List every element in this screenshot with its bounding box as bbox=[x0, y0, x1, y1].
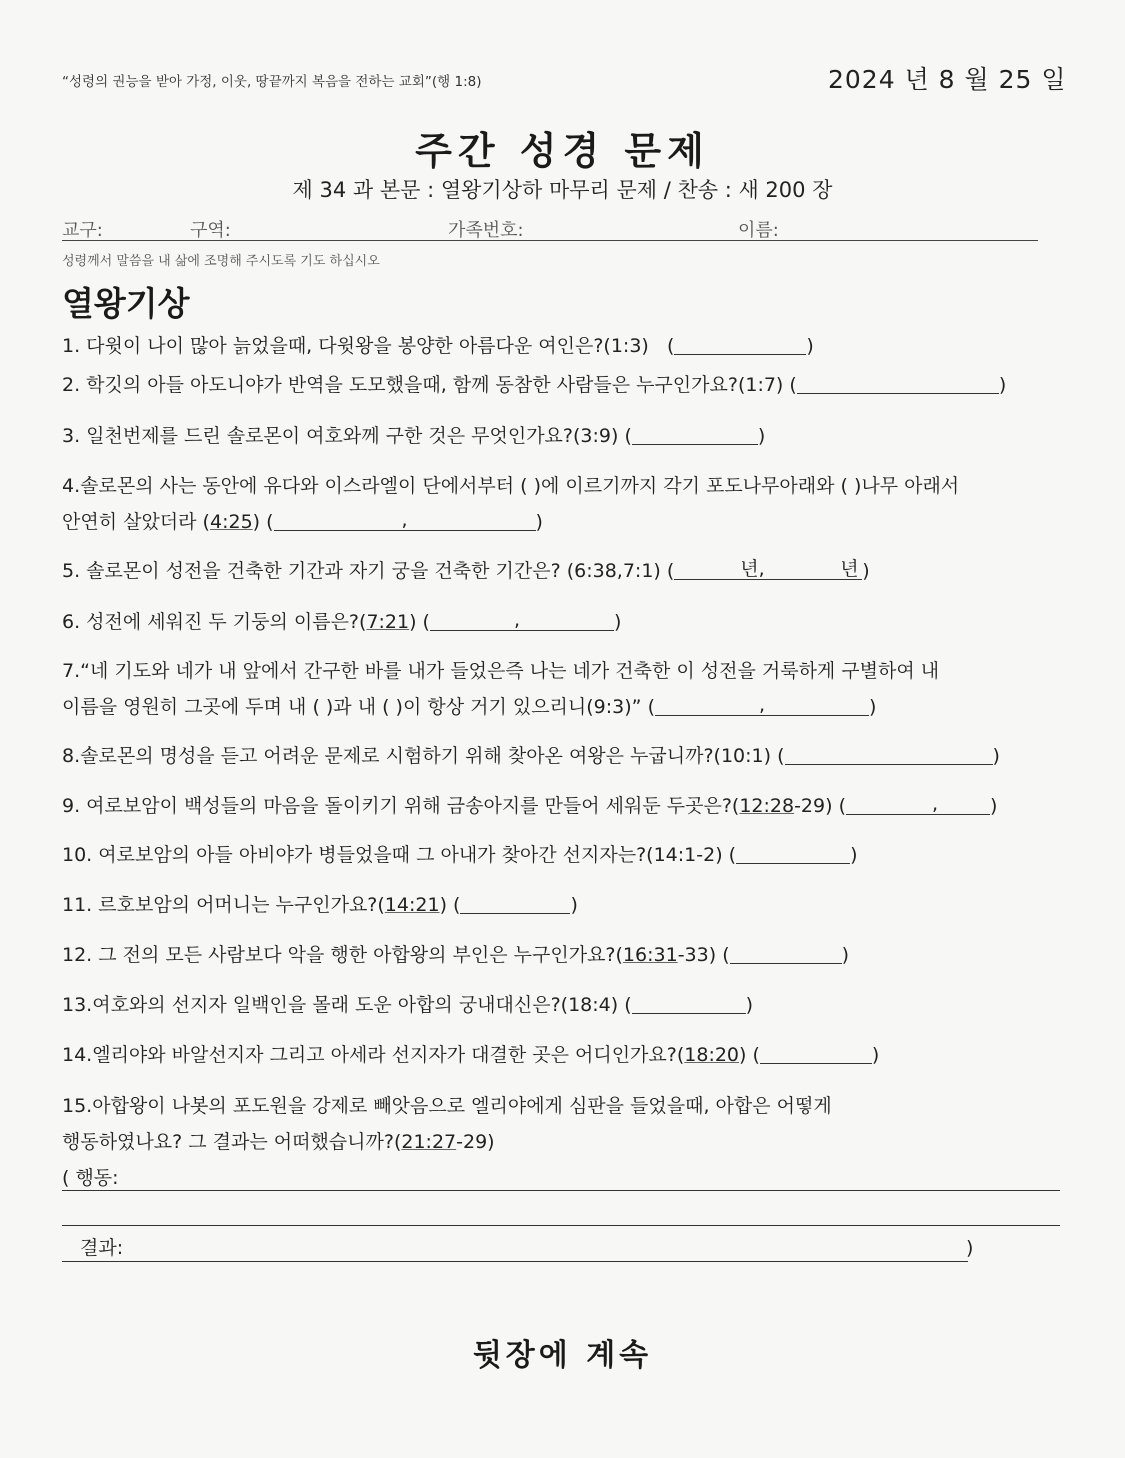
answer-blank[interactable] bbox=[632, 424, 758, 445]
question-text: 5. 솔로몬이 성전을 건축한 기간과 자기 궁을 건축한 기간은? (6:38,7:1) bbox=[62, 560, 661, 582]
prayer-instruction: 성령께서 말씀을 내 삶에 조명해 주시도록 기도 하십시오 bbox=[62, 254, 380, 269]
result-answer-line[interactable] bbox=[62, 1261, 968, 1262]
action-answer-line[interactable] bbox=[62, 1190, 1060, 1191]
parish-field-label[interactable]: 교구: bbox=[62, 220, 103, 241]
question-text: 15.아합왕이 나봇의 포도원을 강제로 빼앗음으로 엘리야에게 심판을 들었을때, 아합은 어떻게 bbox=[62, 1095, 832, 1117]
lesson-subtitle: 제 34 과 본문 : 열왕기상하 마무리 문제 / 찬송 : 새 200 장 bbox=[292, 178, 833, 202]
action-label: ( 행동: bbox=[62, 1167, 119, 1189]
name-field-label[interactable]: 이름: bbox=[738, 220, 779, 241]
info-fields-row bbox=[62, 214, 1038, 241]
question-13: 13.여호와의 선지자 일백인을 몰래 도운 아합의 궁내대신은?(18:4) ( ) bbox=[62, 994, 754, 1016]
section-title: 열왕기상 bbox=[62, 284, 190, 323]
worksheet-title: 주간 성경 문제 bbox=[415, 129, 710, 173]
answer-blank[interactable] bbox=[460, 893, 570, 914]
answer-blank[interactable]: , bbox=[655, 695, 869, 716]
question-text: 3. 일천번제를 드린 솔로몬이 여호와께 구한 것은 무엇인가요?(3:9) bbox=[62, 425, 619, 447]
question-6: 6. 성전에 세워진 두 기둥의 이름은?(7:21) ( , ) bbox=[62, 609, 622, 633]
question-text: 8.솔로몬의 명성을 듣고 어려운 문제로 시험하기 위해 찾아온 여왕은 누굽니까?(10:1) bbox=[62, 745, 772, 767]
district-field-label[interactable]: 구역: bbox=[190, 220, 231, 241]
question-5: 5. 솔로몬이 성전을 건축한 기간과 자기 궁을 건축한 기간은? (6:38,7:1) ( 년, 년 ) bbox=[62, 558, 870, 582]
question-text: 10. 여로보암의 아들 아비야가 병들었을때 그 아내가 찾아간 선지자는?(14:1-2) bbox=[62, 844, 723, 866]
question-2: 2. 학깃의 아들 아도니야가 반역을 도모했을때, 함께 동참한 사람들은 누구인가요?(1:7) ( ) bbox=[62, 374, 1007, 396]
verse-reference: 14:21 bbox=[384, 894, 440, 916]
answer-blank[interactable]: 년, 년 bbox=[674, 559, 862, 580]
question-text: 4.솔로몬의 사는 동안에 유다와 이스라엘이 단에서부터 ( )에 이르기까지 각기 포도나무아래와 ( )나무 아래서 bbox=[62, 475, 960, 497]
action-answer-line-2[interactable] bbox=[62, 1225, 1060, 1226]
question-15: 15.아합왕이 나봇의 포도원을 강제로 빼앗음으로 엘리야에게 심판을 들었을때, 아합은 어떻게 행동하였나요? 그 결과는 어떠했습니까?(21:27-29) ( 행동: bbox=[62, 1088, 832, 1196]
question-3: 3. 일천번제를 드린 솔로몬이 여호와께 구한 것은 무엇인가요?(3:9) ( ) bbox=[62, 425, 766, 447]
verse-reference: 18:20 bbox=[684, 1044, 740, 1066]
result-close-paren: ) bbox=[966, 1237, 974, 1259]
question-7: 7.“네 기도와 네가 내 앞에서 간구한 바를 내가 들었은즉 나는 네가 건축한 이 성전을 거룩하게 구별하여 내 이름을 영원히 그곳에 두며 내 ( )과 내 ( )이 항상 거기 있으리니(9:3)” ( , ) bbox=[62, 653, 939, 725]
verse-reference: 21:27 bbox=[401, 1131, 457, 1153]
result-label: 결과: bbox=[80, 1237, 124, 1259]
answer-blank[interactable] bbox=[730, 943, 842, 964]
answer-blank[interactable] bbox=[632, 993, 746, 1014]
question-12: 12. 그 전의 모든 사람보다 악을 행한 아합왕의 부인은 누구인가요?(16:31-33) ( ) bbox=[62, 944, 850, 966]
answer-blank[interactable] bbox=[785, 744, 993, 765]
verse-reference: 7:21 bbox=[366, 611, 410, 633]
question-text: 7.“네 기도와 네가 내 앞에서 간구한 바를 내가 들었은즉 나는 네가 건축한 이 성전을 거룩하게 구별하여 내 bbox=[62, 660, 940, 682]
verse-reference: 16:31 bbox=[622, 944, 678, 966]
church-motto: “성령의 권능을 받아 가정, 이웃, 땅끝까지 복음을 전하는 교회”(행 1:8) bbox=[62, 74, 482, 90]
question-14: 14.엘리야와 바알선지자 그리고 아세라 선지자가 대결한 곳은 어디인가요?(18:20) ( ) bbox=[62, 1044, 880, 1066]
answer-blank[interactable] bbox=[760, 1043, 872, 1064]
answer-blank[interactable] bbox=[736, 843, 850, 864]
question-9: 9. 여로보암이 백성들의 마음을 돌이키기 위해 금송아지를 만들어 세워둔 두곳은?(12:28-29) ( , ) bbox=[62, 793, 998, 817]
question-11: 11. 르호보암의 어머니는 누구인가요?(14:21) ( ) bbox=[62, 894, 578, 916]
verse-reference: 4:25 bbox=[209, 511, 253, 533]
answer-blank[interactable]: , bbox=[846, 794, 990, 815]
answer-blank[interactable]: , bbox=[430, 610, 614, 631]
question-8: 8.솔로몬의 명성을 듣고 어려운 문제로 시험하기 위해 찾아온 여왕은 누굽니까?(10:1) ( ) bbox=[62, 745, 1000, 767]
question-text: 13.여호와의 선지자 일백인을 몰래 도운 아합의 궁내대신은?(18:4) bbox=[62, 994, 619, 1016]
question-10: 10. 여로보암의 아들 아비야가 병들었을때 그 아내가 찾아간 선지자는?(14:1-2) ( ) bbox=[62, 844, 858, 866]
answer-blank[interactable]: , bbox=[274, 510, 536, 531]
question-text: 2. 학깃의 아들 아도니야가 반역을 도모했을때, 함께 동참한 사람들은 누구인가요?(1:7) bbox=[62, 374, 784, 396]
worksheet-date: 2024 년 8 월 25 일 bbox=[828, 65, 1067, 94]
question-1: 1. 다윗이 나이 많아 늙었을때, 다윗왕을 봉양한 아름다운 여인은?(1:3) ( ) bbox=[62, 335, 814, 357]
question-text: 1. 다윗이 나이 많아 늙었을때, 다윗왕을 봉양한 아름다운 여인은?(1:3) bbox=[62, 335, 649, 357]
continue-on-back-note: 뒷장에 계속 bbox=[472, 1338, 653, 1373]
answer-blank[interactable] bbox=[797, 373, 999, 394]
question-4: 4.솔로몬의 사는 동안에 유다와 이스라엘이 단에서부터 ( )에 이르기까지 각기 포도나무아래와 ( )나무 아래서 안연히 살았더라 (4:25) ( , ) bbox=[62, 468, 959, 540]
answer-blank[interactable] bbox=[674, 334, 806, 355]
family-number-field-label[interactable]: 가족번호: bbox=[448, 220, 524, 241]
verse-reference: 12:28 bbox=[739, 795, 795, 817]
